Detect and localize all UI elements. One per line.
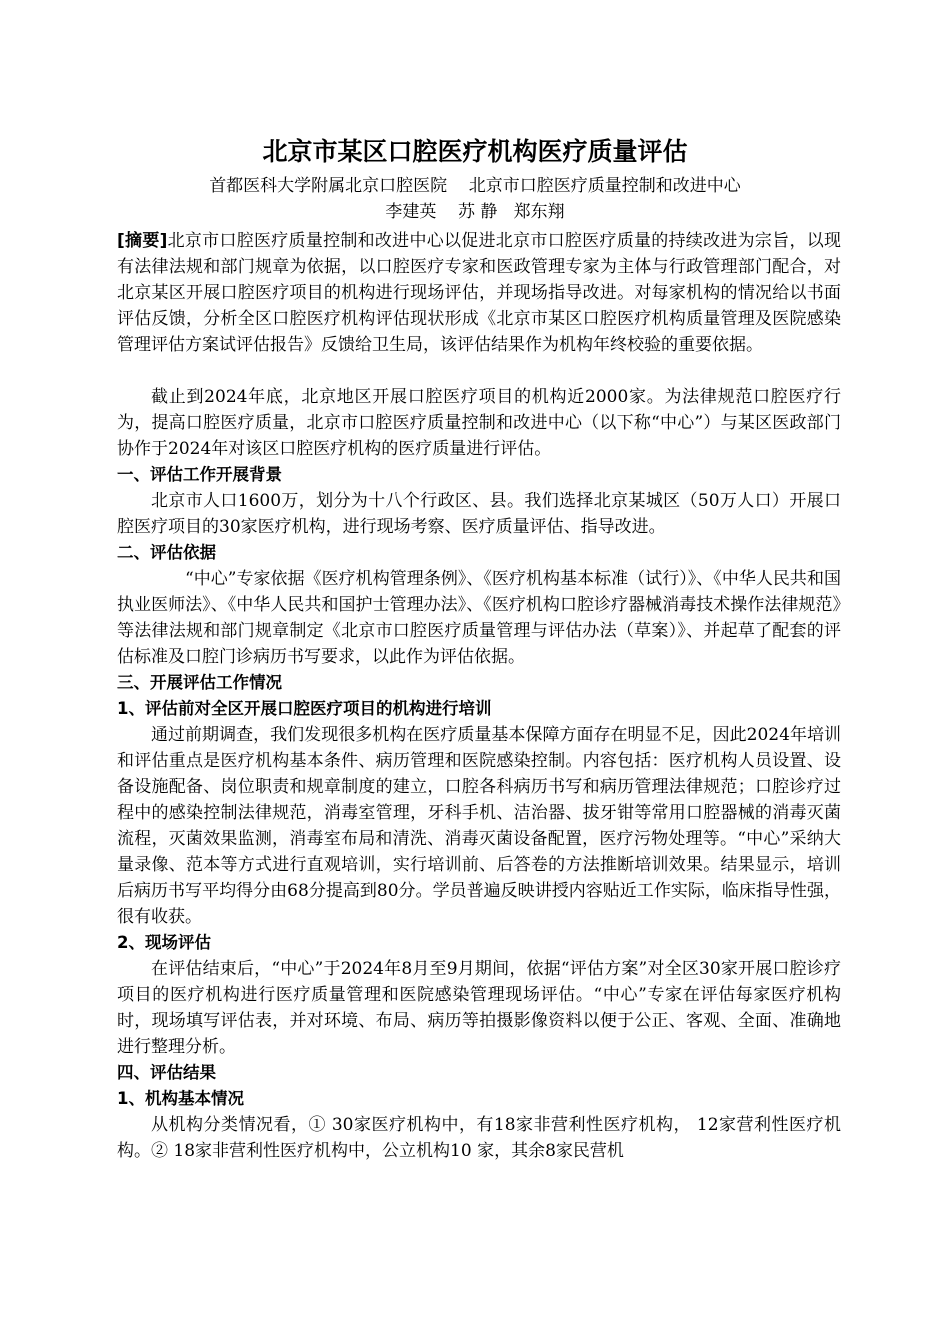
document-body: [117, 228, 841, 1164]
section-4-heading: 四、评估结果: [117, 1063, 216, 1082]
section-2-text: “中心”专家依据《医疗机构管理条例》、《医疗机构基本标准（试行）》、《中华人民共和国执业医师法》、《中华人民共和国护士管理办法》、《医疗机构口腔诊疗器械消毒技术操作法律规范》等法律法规和部门规章制定《北京市口腔医疗质量管理与评估办法（草案）》、并起草了配套的评估标准及口腔门诊病历书写要求，以此作为评估依据。: [117, 569, 841, 667]
section-1-heading: 一、评估工作开展背景: [117, 465, 282, 484]
section-3-2-text: 在评估结束后，“中心”于2024年8月至9月期间，依据“评估方案”对全区30家开展口腔诊疗项目的医疗机构进行医疗质量管理和医院感染管理现场评估。“中心”专家在评估每家医疗机构时，现场填写评估表，并对环境、布局、病历等拍摄影像资料以便于公正、客观、全面、准确地进行整理分析。: [117, 959, 841, 1057]
abstract-text: 北京市口腔医疗质量控制和改进中心以促进北京市口腔医疗质量的持续改进为宗旨，以现有法律法规和部门规章为依据，以口腔医疗专家和医政管理专家为主体与行政管理部门配合，对北京某区开展口腔医疗项目的机构进行现场评估，并现场指导改进。对每家机构的情况给以书面评估反馈，分析全区口腔医疗机构评估现状形成《北京市某区口腔医疗机构质量管理及医院感染管理评估方案试评估报告》反馈给卫生局，该评估结果作为机构年终校验的重要依据。: [117, 231, 841, 355]
authors-line: 李建英 苏 静 郑东翔: [385, 202, 565, 222]
abstract-label: [摘要]: [117, 231, 168, 251]
section-3-2-heading: 2、现场评估: [117, 933, 211, 952]
intro-paragraph: 截止到2024年底，北京地区开展口腔医疗项目的机构近2000家。为法律规范口腔医疗行为，提高口腔医疗质量，北京市口腔医疗质量控制和改进中心（以下称“中心”）与某区医政部门协作于2024年对该区口腔医疗机构的医疗质量进行评估。: [117, 387, 841, 459]
section-4-1-text: 从机构分类情况看，① 30家医疗机构中，有18家非营利性医疗机构， 12家营利性医疗机构。② 18家非营利性医疗机构中，公立机构10 家，其余8家民营机: [117, 1115, 841, 1161]
document-title: 北京市某区口腔医疗机构医疗质量评估: [262, 137, 688, 166]
abstract-paragraph: [117, 228, 841, 358]
section-1-text: 北京市人口1600万，划分为十八个行政区、县。我们选择北京某城区（50万人口）开展口腔医疗项目的30家医疗机构，进行现场考察、医疗质量评估、指导改进。: [117, 491, 841, 537]
section-3-1-heading: 1、评估前对全区开展口腔医疗项目的机构进行培训: [117, 699, 492, 718]
affiliation-line: 首都医科大学附属北京口腔医院 北京市口腔医疗质量控制和改进中心: [209, 176, 741, 196]
section-2-heading: 二、评估依据: [117, 543, 216, 562]
section-4-1-heading: 1、机构基本情况: [117, 1089, 244, 1108]
section-3-heading: 三、开展评估工作情况: [117, 673, 282, 692]
section-3-1-text: 通过前期调查，我们发现很多机构在医疗质量基本保障方面存在明显不足，因此2024年培训和评估重点是医疗机构基本条件、病历管理和医院感染控制。内容包括：医疗机构人员设置、设备设施配备、岗位职责和规章制度的建立，口腔各科病历书写和病历管理法律规范；口腔诊疗过程中的感染控制法律规范，消毒室管理，牙科手机、洁治器、拔牙钳等常用口腔器械的消毒灭菌流程，灭菌效果监测，消毒室布局和清洗、消毒灭菌设备配置，医疗污物处理等。“中心”采纳大量录像、范本等方式进行直观培训，实行培训前、后答卷的方法推断培训效果。结果显示，培训后病历书写平均得分由68分提高到80分。学员普遍反映讲授内容贴近工作实际，临床指导性强，很有收获。: [117, 725, 841, 927]
